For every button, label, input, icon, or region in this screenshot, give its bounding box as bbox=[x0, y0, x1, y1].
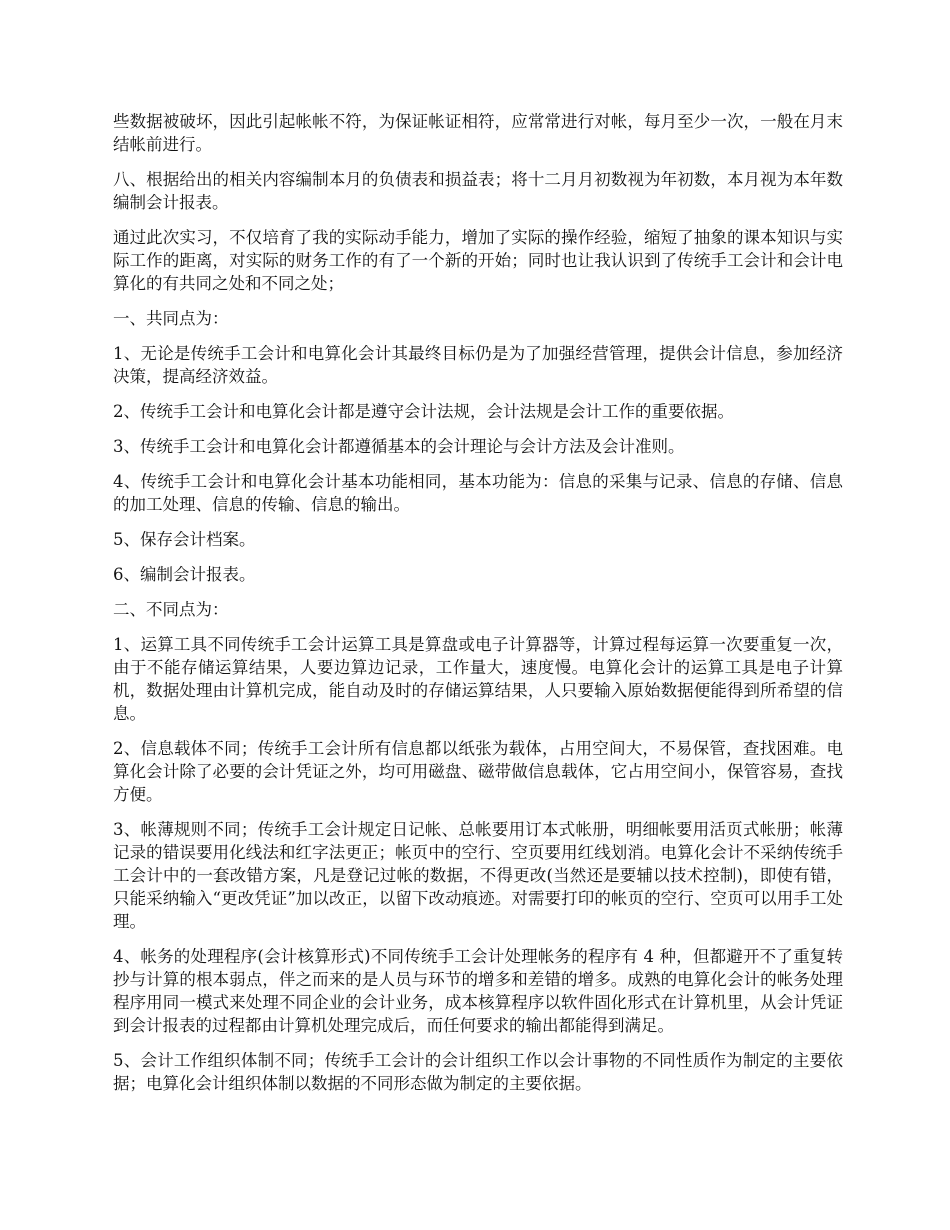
similarity-item-1: 1、无论是传统手工会计和电算化会计其最终目标仍是为了加强经营管理，提供会计信息，参加经济决策，提高经济效益。 bbox=[113, 344, 843, 386]
paragraph-summary: 通过此次实习，不仅培育了我的实际动手能力，增加了实际的操作经验，缩短了抽象的课本知识与实际工作的距离，对实际的财务工作的有了一个新的开始；同时也让我认识到了传统手工会计和会计电算化的有共同之处和不同之处； bbox=[113, 228, 843, 293]
similarity-item-2: 2、传统手工会计和电算化会计都是遵守会计法规，会计法规是会计工作的重要依据。 bbox=[113, 402, 734, 421]
difference-item-3: 3、帐薄规则不同；传统手工会计规定日记帐、总帐要用订本式帐册，明细帐要用活页式帐册；帐薄记录的错误要用化线法和红字法更正；帐页中的空行、空页要用红线划消。电算化会计不采纳传统手工会计中的一套改错方案，凡是登记过帐的数据，不得更改(当然还是要辅以技术控制)，即使有错，只能采纳输入“更改凭证”加以改正，以留下改动痕迹。对需要打印的帐页的空行、空页可以用手工处理。 bbox=[113, 820, 843, 931]
similarity-item-3: 3、传统手工会计和电算化会计都遵循基本的会计理论与会计方法及会计准则。 bbox=[113, 437, 685, 456]
difference-item-5: 5、会计工作组织体制不同；传统手工会计的会计组织工作以会计事物的不同性质作为制定的主要依据；电算化会计组织体制以数据的不同形态做为制定的主要依据。 bbox=[113, 1051, 843, 1093]
paragraph-step-eight: 八、根据给出的相关内容编制本月的负债表和损益表；将十二月月初数视为年初数，本月视为本年数编制会计报表。 bbox=[113, 170, 843, 212]
difference-item-2: 2、信息载体不同；传统手工会计所有信息都以纸张为载体，占用空间大，不易保管，查找困难。电算化会计除了必要的会计凭证之外，均可用磁盘、磁带做信息载体，它占用空间小，保管容易，查找方便。 bbox=[113, 739, 843, 804]
similarity-item-5: 5、保存会计档案。 bbox=[113, 530, 256, 549]
heading-differences: 二、不同点为： bbox=[113, 600, 229, 619]
paragraph-reconciliation: 些数据被破坏，因此引起帐帐不符，为保证帐证相符，应常常进行对帐，每月至少一次，一般在月末结帐前进行。 bbox=[113, 112, 843, 154]
difference-item-1: 1、运算工具不同传统手工会计运算工具是算盘或电子计算器等，计算过程每运算一次要重复一次，由于不能存储运算结果，人要边算边记录，工作量大，速度慢。电算化会计的运算工具是电子计算机，数据处理由计算机完成，能自动及时的存储运算结果，人只要输入原始数据便能得到所希望的信息。 bbox=[113, 635, 843, 723]
difference-item-4: 4、帐务的处理程序(会计核算形式)不同传统手工会计处理帐务的程序有 4 种，但都避开不了重复转抄与计算的根本弱点，伴之而来的是人员与环节的增多和差错的增多。成熟的电算化会计的帐务处理程序用同一模式来处理不同企业的会计业务，成本核算程序以软件固化形式在计算机里，从会计凭证到会计报表的过程都由计算机处理完成后，而任何要求的输出都能得到满足。 bbox=[113, 947, 843, 1035]
heading-similarities: 一、共同点为： bbox=[113, 309, 229, 328]
similarity-item-4: 4、传统手工会计和电算化会计基本功能相同，基本功能为：信息的采集与记录、信息的存储、信息的加工处理、信息的传输、信息的输出。 bbox=[113, 472, 843, 514]
document-page bbox=[113, 110, 843, 1107]
similarity-item-6: 6、编制会计报表。 bbox=[113, 565, 256, 584]
